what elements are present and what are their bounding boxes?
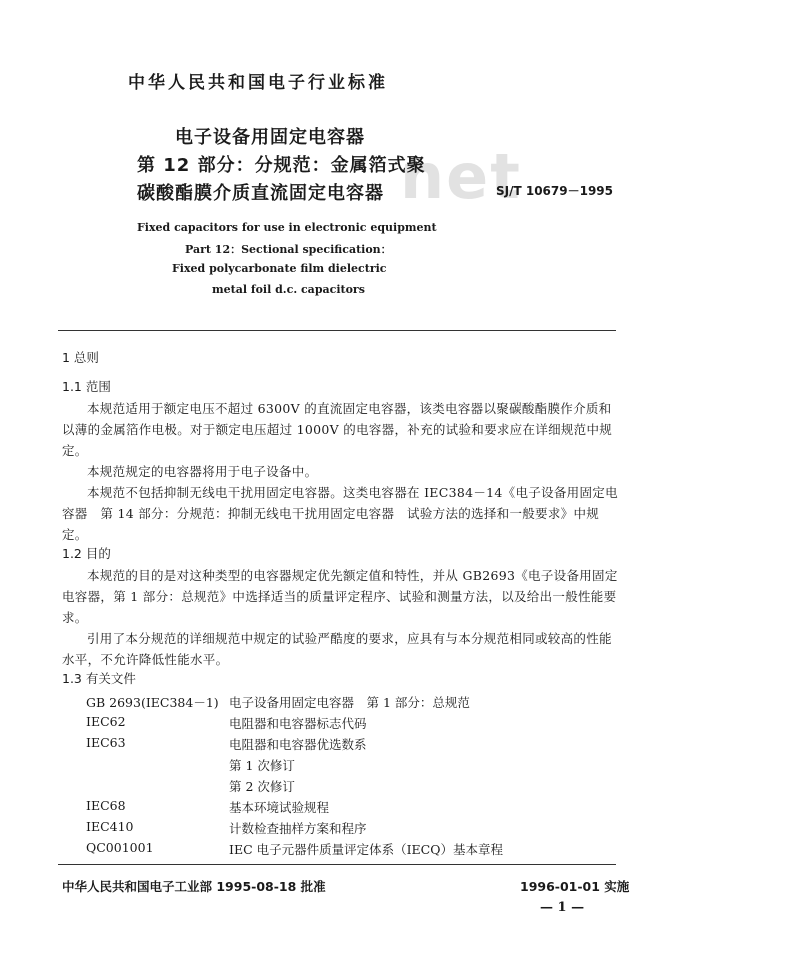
title-cn-line-3: 碳酸酯膜介质直流固定电容器	[137, 183, 384, 204]
title-cn-line-1: 电子设备用固定电容器	[175, 127, 365, 148]
title-en-line-3: Fixed polycarbonate film dielectric	[172, 262, 387, 275]
standard-type-header: 中华人民共和国电子行业标准	[128, 73, 388, 93]
top-divider	[58, 330, 616, 331]
reference-code: QC001001	[86, 840, 154, 855]
reference-title: 电子设备用固定电容器 第 1 部分：总规范	[229, 695, 470, 710]
reference-code: IEC63	[86, 735, 126, 750]
approval-date: 中华人民共和国电子工业部 1995-08-18 批准	[62, 879, 326, 894]
section-1-1-heading: 1.1 范围	[62, 379, 111, 394]
section-1-2-heading: 1.2 目的	[62, 546, 111, 561]
reference-title: 基本环境试验规程	[229, 800, 330, 815]
reference-code: IEC68	[86, 798, 126, 813]
reference-title: IEC 电子元器件质量评定体系（IECQ）基本章程	[229, 842, 503, 857]
title-en-line-1: Fixed capacitors for use in electronic equipment	[137, 221, 437, 234]
reference-title: 第 2 次修订	[229, 779, 295, 794]
effective-date: 1996-01-01 实施	[520, 879, 630, 894]
title-en-line-4: metal foil d.c. capacitors	[212, 283, 365, 296]
reference-title: 第 1 次修订	[229, 758, 295, 773]
reference-code: GB 2693(IEC384－1)	[86, 695, 219, 710]
footer-divider	[58, 864, 616, 865]
title-en-line-2: Part 12：Sectional specification：	[185, 243, 392, 256]
reference-code: IEC62	[86, 714, 126, 729]
reference-title: 计数检查抽样方案和程序	[229, 821, 367, 836]
section-1-3-heading: 1.3 有关文件	[62, 671, 136, 686]
reference-title: 电阻器和电容器优选数系	[229, 737, 367, 752]
watermark: net	[400, 140, 522, 213]
section-1-heading: 1 总则	[62, 350, 99, 365]
scope-use-paragraph: 本规范规定的电容器将用于电子设备中。	[87, 464, 318, 479]
scope-exclusion-paragraph: 本规范不包括抑制无线电干扰用固定电容器。这类电容器在 IEC384－14《电子设备用固定电容器 第 14 部分：分规范：抑制无线电干扰用固定电容器 试验方法的选择和一般要求》中规定。	[62, 485, 618, 542]
standard-code: SJ/T 10679－1995	[496, 184, 614, 198]
reference-title: 电阻器和电容器标志代码	[229, 716, 367, 731]
page-number: — 1 —	[540, 900, 585, 915]
title-cn-line-2: 第 12 部分：分规范：金属箔式聚	[137, 155, 426, 176]
purpose-paragraph: 本规范的目的是对这种类型的电容器规定优先额定值和特性，并从 GB2693《电子设备用固定电容器，第 1 部分：总规范》中选择适当的质量评定程序、试验和测量方法，以及给出一般性能要求。	[62, 568, 618, 625]
purpose-severity-paragraph: 引用了本分规范的详细规范中规定的试验严酷度的要求，应具有与本分规范相同或较高的性能水平，不允许降低性能水平。	[62, 631, 612, 667]
reference-code: IEC410	[86, 819, 134, 834]
scope-paragraph: 本规范适用于额定电压不超过 6300V 的直流固定电容器，该类电容器以聚碳酸酯膜作介质和以薄的金属箔作电极。对于额定电压超过 1000V 的电容器，补充的试验和要求应在详细规范中规定。	[62, 401, 613, 458]
